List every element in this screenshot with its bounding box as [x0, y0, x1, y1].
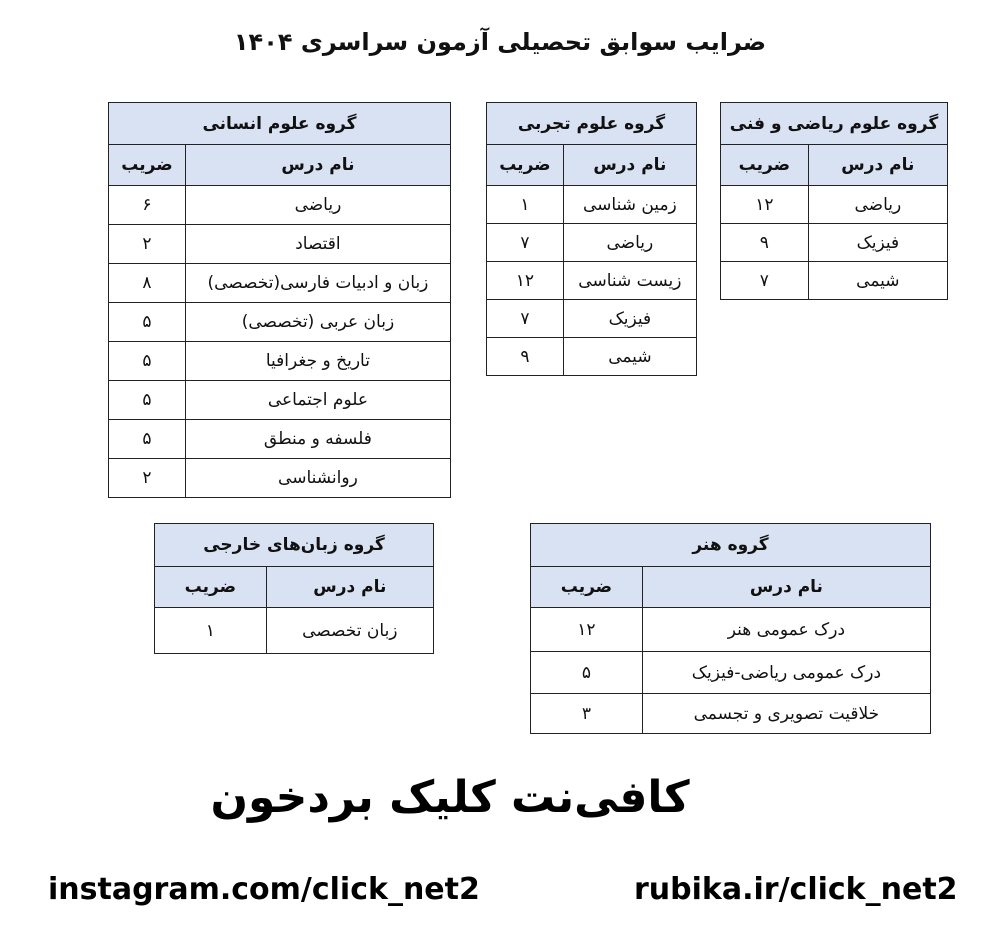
table-row	[721, 262, 948, 300]
table-row	[109, 303, 451, 342]
coefficient: ۷	[721, 262, 809, 300]
col-header-course: نام درس	[266, 567, 433, 608]
col-header-coef: ضریب	[155, 567, 267, 608]
course-name: زبان تخصصی	[266, 608, 433, 654]
coefficient: ۱۲	[487, 262, 564, 300]
table-row	[531, 608, 931, 652]
page-title: ضرایب سوابق تحصیلی آزمون سراسری ۱۴۰۴	[233, 28, 767, 56]
coefficient: ۷	[487, 300, 564, 338]
coefficient: ۷	[487, 224, 564, 262]
course-name: فیزیک	[563, 300, 696, 338]
course-name: زبان و ادبیات فارسی(تخصصی)	[185, 264, 450, 303]
coefficient: ۲	[109, 459, 186, 498]
table-row	[487, 338, 697, 376]
col-header-coef: ضریب	[487, 145, 564, 186]
brand-name: کافی‌نت کلیک بردخون	[210, 772, 690, 823]
coefficient: ۵	[109, 342, 186, 381]
course-name: علوم اجتماعی	[185, 381, 450, 420]
coefficient: ۱	[487, 186, 564, 224]
course-name: فیزیک	[808, 224, 947, 262]
table-row	[155, 608, 434, 654]
coefficient: ۶	[109, 186, 186, 225]
table-row	[487, 186, 697, 224]
course-name: زبان عربی (تخصصی)	[185, 303, 450, 342]
table-row	[109, 225, 451, 264]
course-name: ریاضی	[808, 186, 947, 224]
course-name: روانشناسی	[185, 459, 450, 498]
group-title: گروه علوم انسانی	[109, 103, 451, 145]
table-row	[109, 342, 451, 381]
col-header-course: نام درس	[642, 567, 930, 608]
course-name: اقتصاد	[185, 225, 450, 264]
coefficient: ۱	[155, 608, 267, 654]
table-row	[487, 262, 697, 300]
table-row	[487, 224, 697, 262]
table-row	[721, 186, 948, 224]
col-header-course: نام درس	[808, 145, 947, 186]
table-zaban	[154, 523, 434, 654]
table-row	[721, 224, 948, 262]
table-tajrobi	[486, 102, 697, 376]
table-riazi	[720, 102, 948, 300]
instagram-link[interactable]: instagram.com/click_net2	[48, 872, 480, 907]
coefficient: ۵	[531, 652, 643, 694]
coefficient: ۵	[109, 381, 186, 420]
group-title: گروه زبان‌های خارجی	[155, 524, 434, 567]
course-name: ریاضی	[185, 186, 450, 225]
table-honar	[530, 523, 931, 734]
course-name: شیمی	[563, 338, 696, 376]
table-row	[109, 186, 451, 225]
table-row	[531, 694, 931, 734]
course-name: زمین شناسی	[563, 186, 696, 224]
course-name: شیمی	[808, 262, 947, 300]
coefficient: ۹	[487, 338, 564, 376]
coefficient: ۱۲	[721, 186, 809, 224]
coefficient: ۸	[109, 264, 186, 303]
col-header-coef: ضریب	[721, 145, 809, 186]
course-name: درک عمومی هنر	[642, 608, 930, 652]
course-name: ریاضی	[563, 224, 696, 262]
coefficient: ۳	[531, 694, 643, 734]
course-name: درک عمومی ریاضی-فیزیک	[642, 652, 930, 694]
course-name: تاریخ و جغرافیا	[185, 342, 450, 381]
group-title: گروه علوم ریاضی و فنی	[721, 103, 948, 145]
coefficient: ۲	[109, 225, 186, 264]
table-row	[109, 459, 451, 498]
col-header-course: نام درس	[185, 145, 450, 186]
course-name: خلاقیت تصویری و تجسمی	[642, 694, 930, 734]
coefficient: ۵	[109, 303, 186, 342]
course-name: زیست شناسی	[563, 262, 696, 300]
coefficient: ۱۲	[531, 608, 643, 652]
coefficient: ۵	[109, 420, 186, 459]
col-header-coef: ضریب	[531, 567, 643, 608]
table-row	[109, 381, 451, 420]
group-title: گروه هنر	[531, 524, 931, 567]
table-row	[487, 300, 697, 338]
group-title: گروه علوم تجربی	[487, 103, 697, 145]
table-row	[109, 264, 451, 303]
col-header-coef: ضریب	[109, 145, 186, 186]
col-header-course: نام درس	[563, 145, 696, 186]
table-row	[109, 420, 451, 459]
coefficient: ۹	[721, 224, 809, 262]
table-ensani	[108, 102, 451, 498]
rubika-link[interactable]: rubika.ir/click_net2	[634, 872, 958, 907]
course-name: فلسفه و منطق	[185, 420, 450, 459]
table-row	[531, 652, 931, 694]
